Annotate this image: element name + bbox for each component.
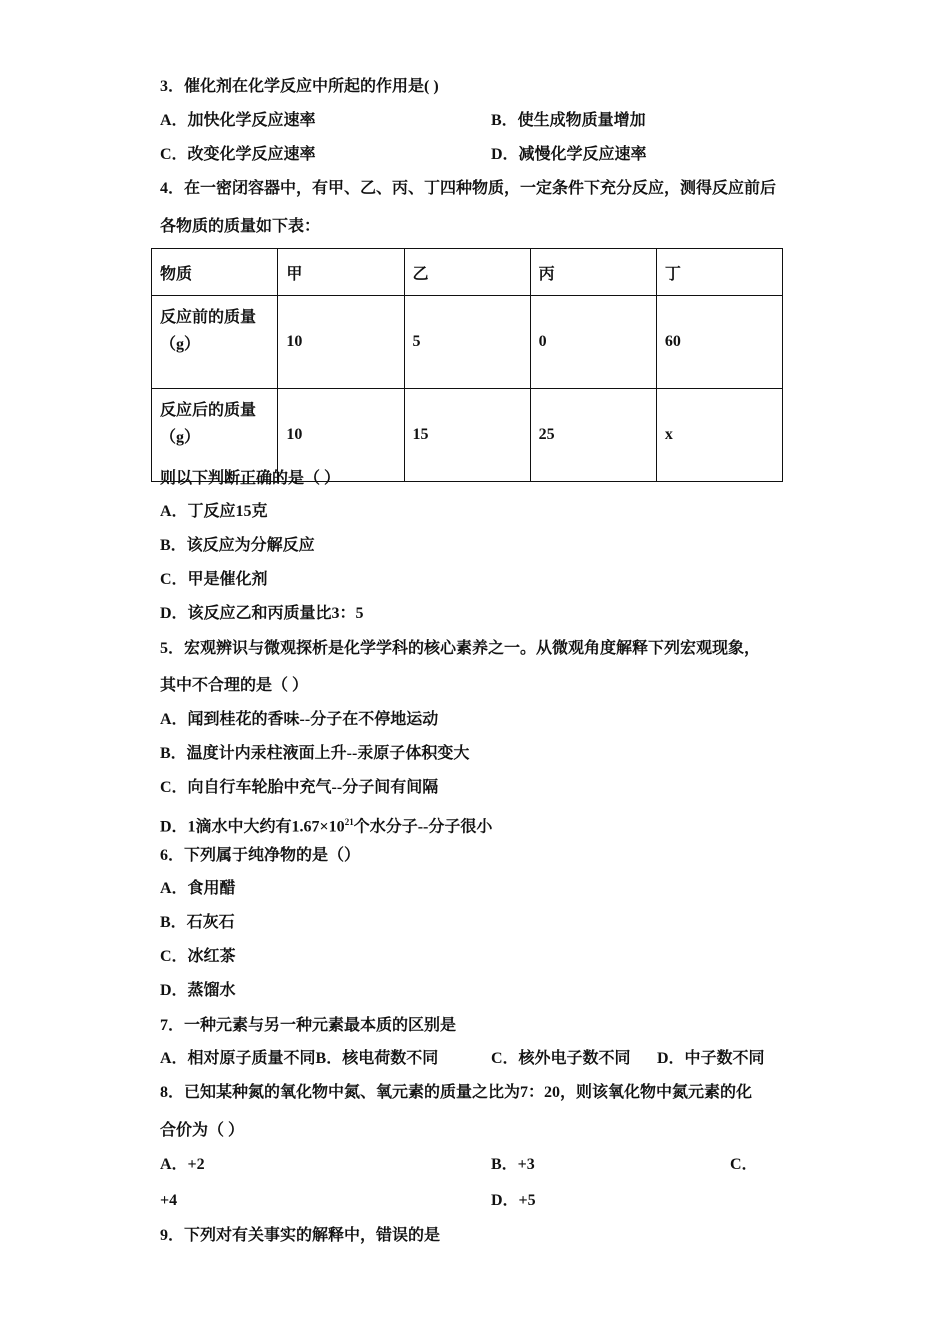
table-row bbox=[152, 296, 783, 389]
option-c: C．冰红茶 bbox=[160, 948, 236, 965]
mass-table bbox=[151, 248, 783, 482]
table-header: 甲 bbox=[278, 249, 404, 296]
option-d: D．蒸馏水 bbox=[160, 982, 236, 999]
table-cell: 15 bbox=[404, 389, 530, 482]
option-a-b: A．相对原子质量不同B．核电荷数不同 bbox=[160, 1050, 439, 1067]
table-row bbox=[152, 389, 783, 482]
option-c: C．向自行车轮胎中充气--分子间有间隔 bbox=[160, 779, 439, 796]
question-stem: 8．已知某种氮的氧化物中氮、氧元素的质量之比为7：20，则该氧化物中氮元素的化 bbox=[160, 1084, 753, 1101]
question-stem: 7．一种元素与另一种元素最本质的区别是 bbox=[160, 1017, 457, 1034]
table-cell: 5 bbox=[404, 296, 530, 389]
question-stem: 4．在一密闭容器中，有甲、乙、丙、丁四种物质，一定条件下充分反应，测得反应前后 bbox=[160, 180, 777, 197]
option-d: D．中子数不同 bbox=[657, 1050, 765, 1067]
question-prompt: 则以下判断正确的是（ ） bbox=[160, 470, 341, 487]
question-stem-cont: 合价为（ ） bbox=[160, 1122, 245, 1139]
table-cell: x bbox=[656, 389, 782, 482]
exponent: 21 bbox=[344, 817, 354, 827]
table-cell: 25 bbox=[530, 389, 656, 482]
table-header: 丙 bbox=[530, 249, 656, 296]
option-b: B．石灰石 bbox=[160, 914, 235, 931]
table-cell: 0 bbox=[530, 296, 656, 389]
option-a: A．食用醋 bbox=[160, 880, 236, 897]
row-label-line: 反应前的质量 bbox=[160, 309, 257, 326]
option-d bbox=[160, 812, 492, 837]
option-a: A．+2 bbox=[160, 1156, 205, 1173]
option-a: A．闻到桂花的香味--分子在不停地运动 bbox=[160, 711, 439, 728]
option-a: A．丁反应15克 bbox=[160, 503, 268, 520]
option-c: C． bbox=[730, 1156, 758, 1173]
row-label bbox=[152, 389, 278, 482]
option-d: D．该反应乙和丙质量比3：5 bbox=[160, 605, 364, 622]
option-b: B．该反应为分解反应 bbox=[160, 537, 315, 554]
question-stem-cont: 其中不合理的是（ ） bbox=[160, 677, 309, 694]
option-d: D．减慢化学反应速率 bbox=[491, 146, 647, 163]
option-c: C．甲是催化剂 bbox=[160, 571, 268, 588]
row-label bbox=[152, 296, 278, 389]
option-c-value: +4 bbox=[160, 1192, 178, 1209]
option-d-text: D．1滴水中大约有1.67×10 bbox=[160, 818, 345, 836]
table-header: 乙 bbox=[404, 249, 530, 296]
option-b: B．使生成物质量增加 bbox=[491, 112, 646, 129]
option-d-text-end: 个水分子--分子很小 bbox=[353, 818, 493, 836]
question-stem: 6．下列属于纯净物的是（） bbox=[160, 847, 361, 864]
row-label-unit: （g） bbox=[160, 429, 201, 446]
table-header: 物质 bbox=[152, 249, 278, 296]
table-cell: 10 bbox=[278, 296, 404, 389]
option-b: B．+3 bbox=[491, 1156, 535, 1173]
row-label-line: 反应后的质量 bbox=[160, 402, 257, 419]
question-stem: 3．催化剂在化学反应中所起的作用是( ) bbox=[160, 78, 439, 95]
table-header-row bbox=[152, 249, 783, 296]
question-stem: 5．宏观辨识与微观探析是化学学科的核心素养之一。从微观角度解释下列宏观现象， bbox=[160, 640, 761, 657]
option-b: B．温度计内汞柱液面上升--汞原子体积变大 bbox=[160, 745, 470, 762]
question-stem: 9．下列对有关事实的解释中，错误的是 bbox=[160, 1227, 441, 1244]
option-d: D．+5 bbox=[491, 1192, 536, 1209]
option-c: C．核外电子数不同 bbox=[491, 1050, 631, 1067]
table-cell: 10 bbox=[278, 389, 404, 482]
row-label-unit: （g） bbox=[160, 336, 201, 353]
option-c: C．改变化学反应速率 bbox=[160, 146, 316, 163]
option-a: A．加快化学反应速率 bbox=[160, 112, 316, 129]
table-cell: 60 bbox=[656, 296, 782, 389]
table-header: 丁 bbox=[656, 249, 782, 296]
question-stem-cont: 各物质的质量如下表： bbox=[160, 218, 321, 235]
